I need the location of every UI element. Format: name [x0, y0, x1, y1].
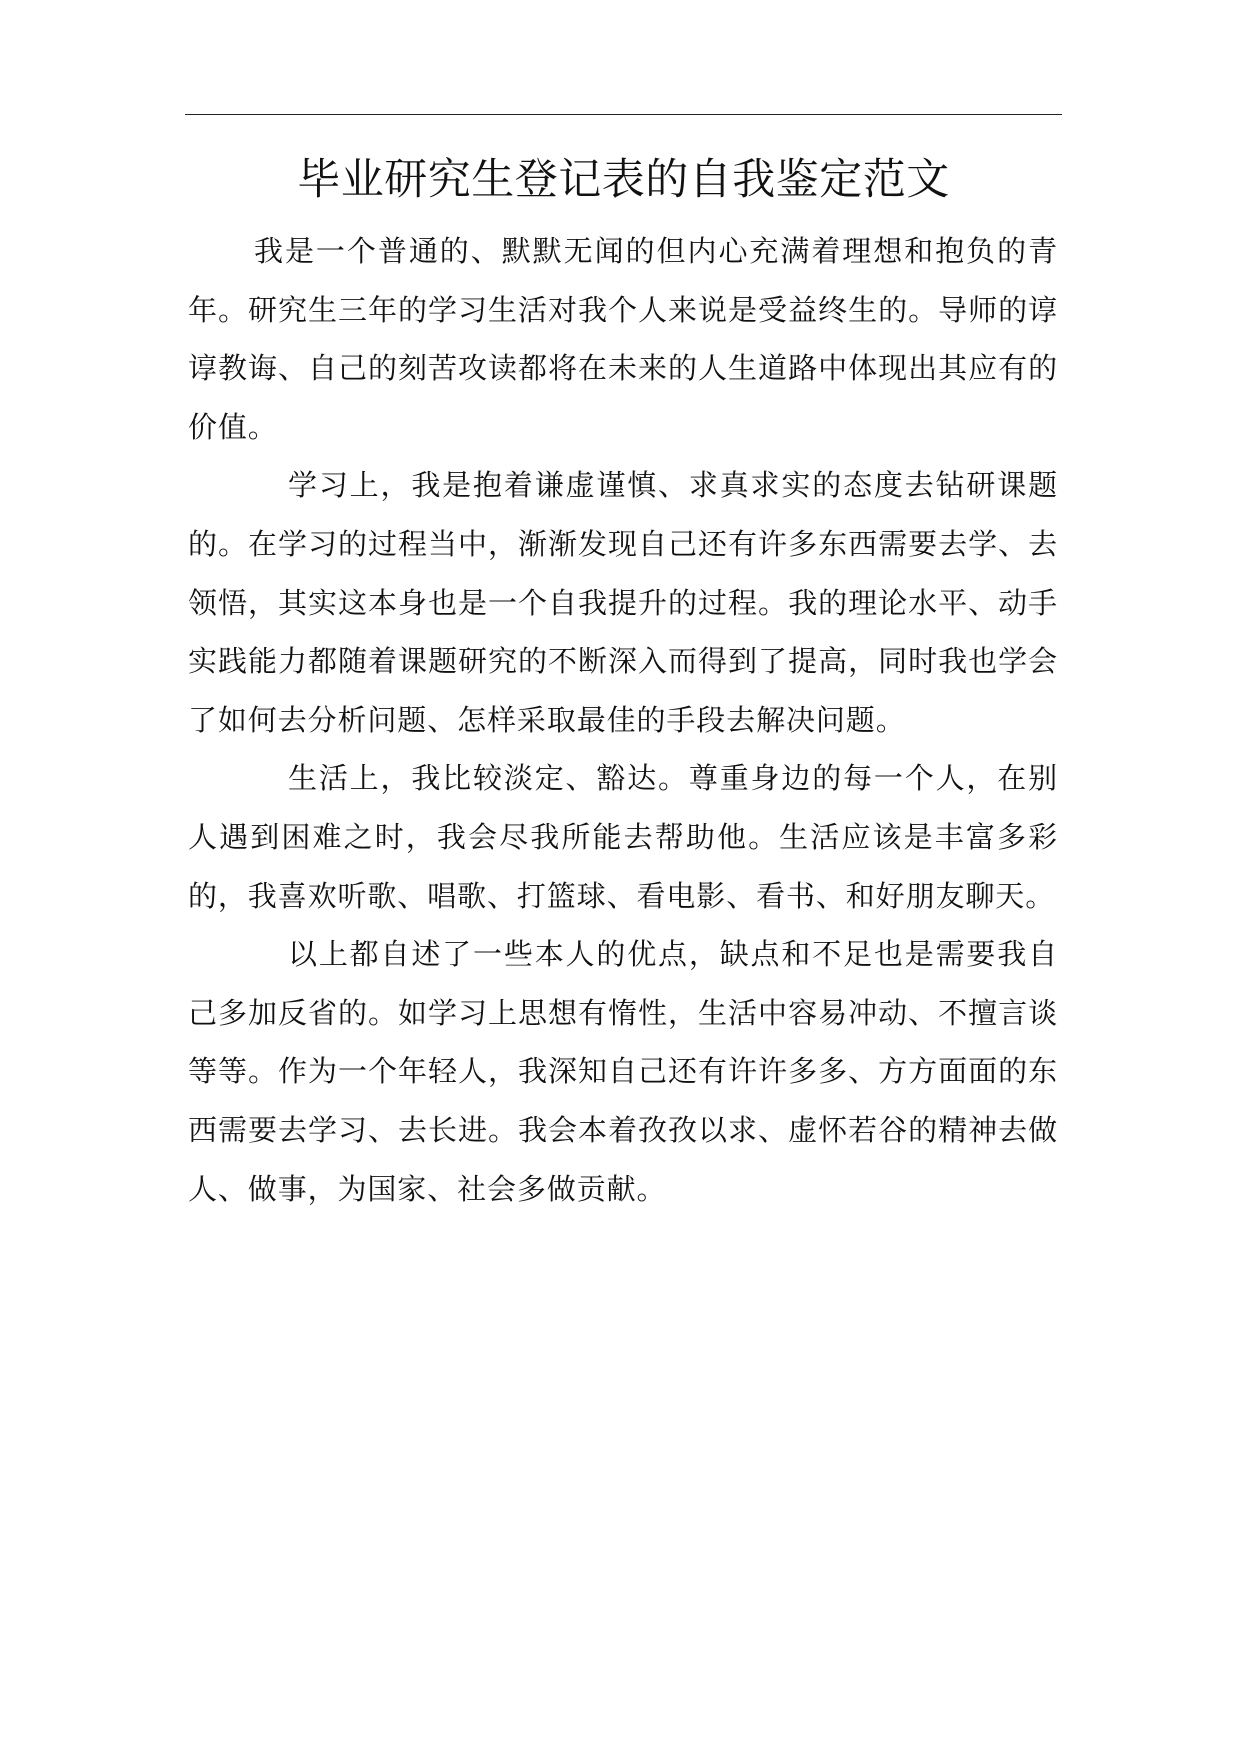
paragraph-life: 生活上，我比较淡定、豁达。尊重身边的每一个人，在别人遇到困难之时，我会尽我所能去帮助他。生活应该是丰富多彩的，我喜欢听歌、唱歌、打篮球、看电影、看书、和好朋友聊天。	[188, 761, 1058, 913]
document-title: 毕业研究生登记表的自我鉴定范文	[297, 155, 950, 205]
paragraph-intro: 我是一个普通的、默默无闻的但内心充满着理想和抱负的青年。研究生三年的学习生活对我个人来说是受益终生的。导师的谆谆教诲、自己的刻苦攻读都将在未来的人生道路中体现出其应有的价值。	[188, 234, 1058, 444]
paragraph-reflection: 以上都自述了一些本人的优点，缺点和不足也是需要我自己多加反省的。如学习上思想有惰性，生活中容易冲动、不擅言谈等等。作为一个年轻人，我深知自己还有许许多多、方方面面的东西需要去学习、去长进。我会本着孜孜以求、虚怀若谷的精神去做人、做事，为国家、社会多做贡献。	[188, 937, 1058, 1206]
document-body	[188, 222, 1058, 1218]
header-rule	[185, 114, 1062, 115]
paragraph-study: 学习上，我是抱着谦虚谨慎、求真求实的态度去钻研课题的。在学习的过程当中，渐渐发现自己还有许多东西需要去学、去领悟，其实这本身也是一个自我提升的过程。我的理论水平、动手实践能力都随着课题研究的不断深入而得到了提高，同时我也学会了如何去分析问题、怎样采取最佳的手段去解决问题。	[188, 468, 1058, 737]
